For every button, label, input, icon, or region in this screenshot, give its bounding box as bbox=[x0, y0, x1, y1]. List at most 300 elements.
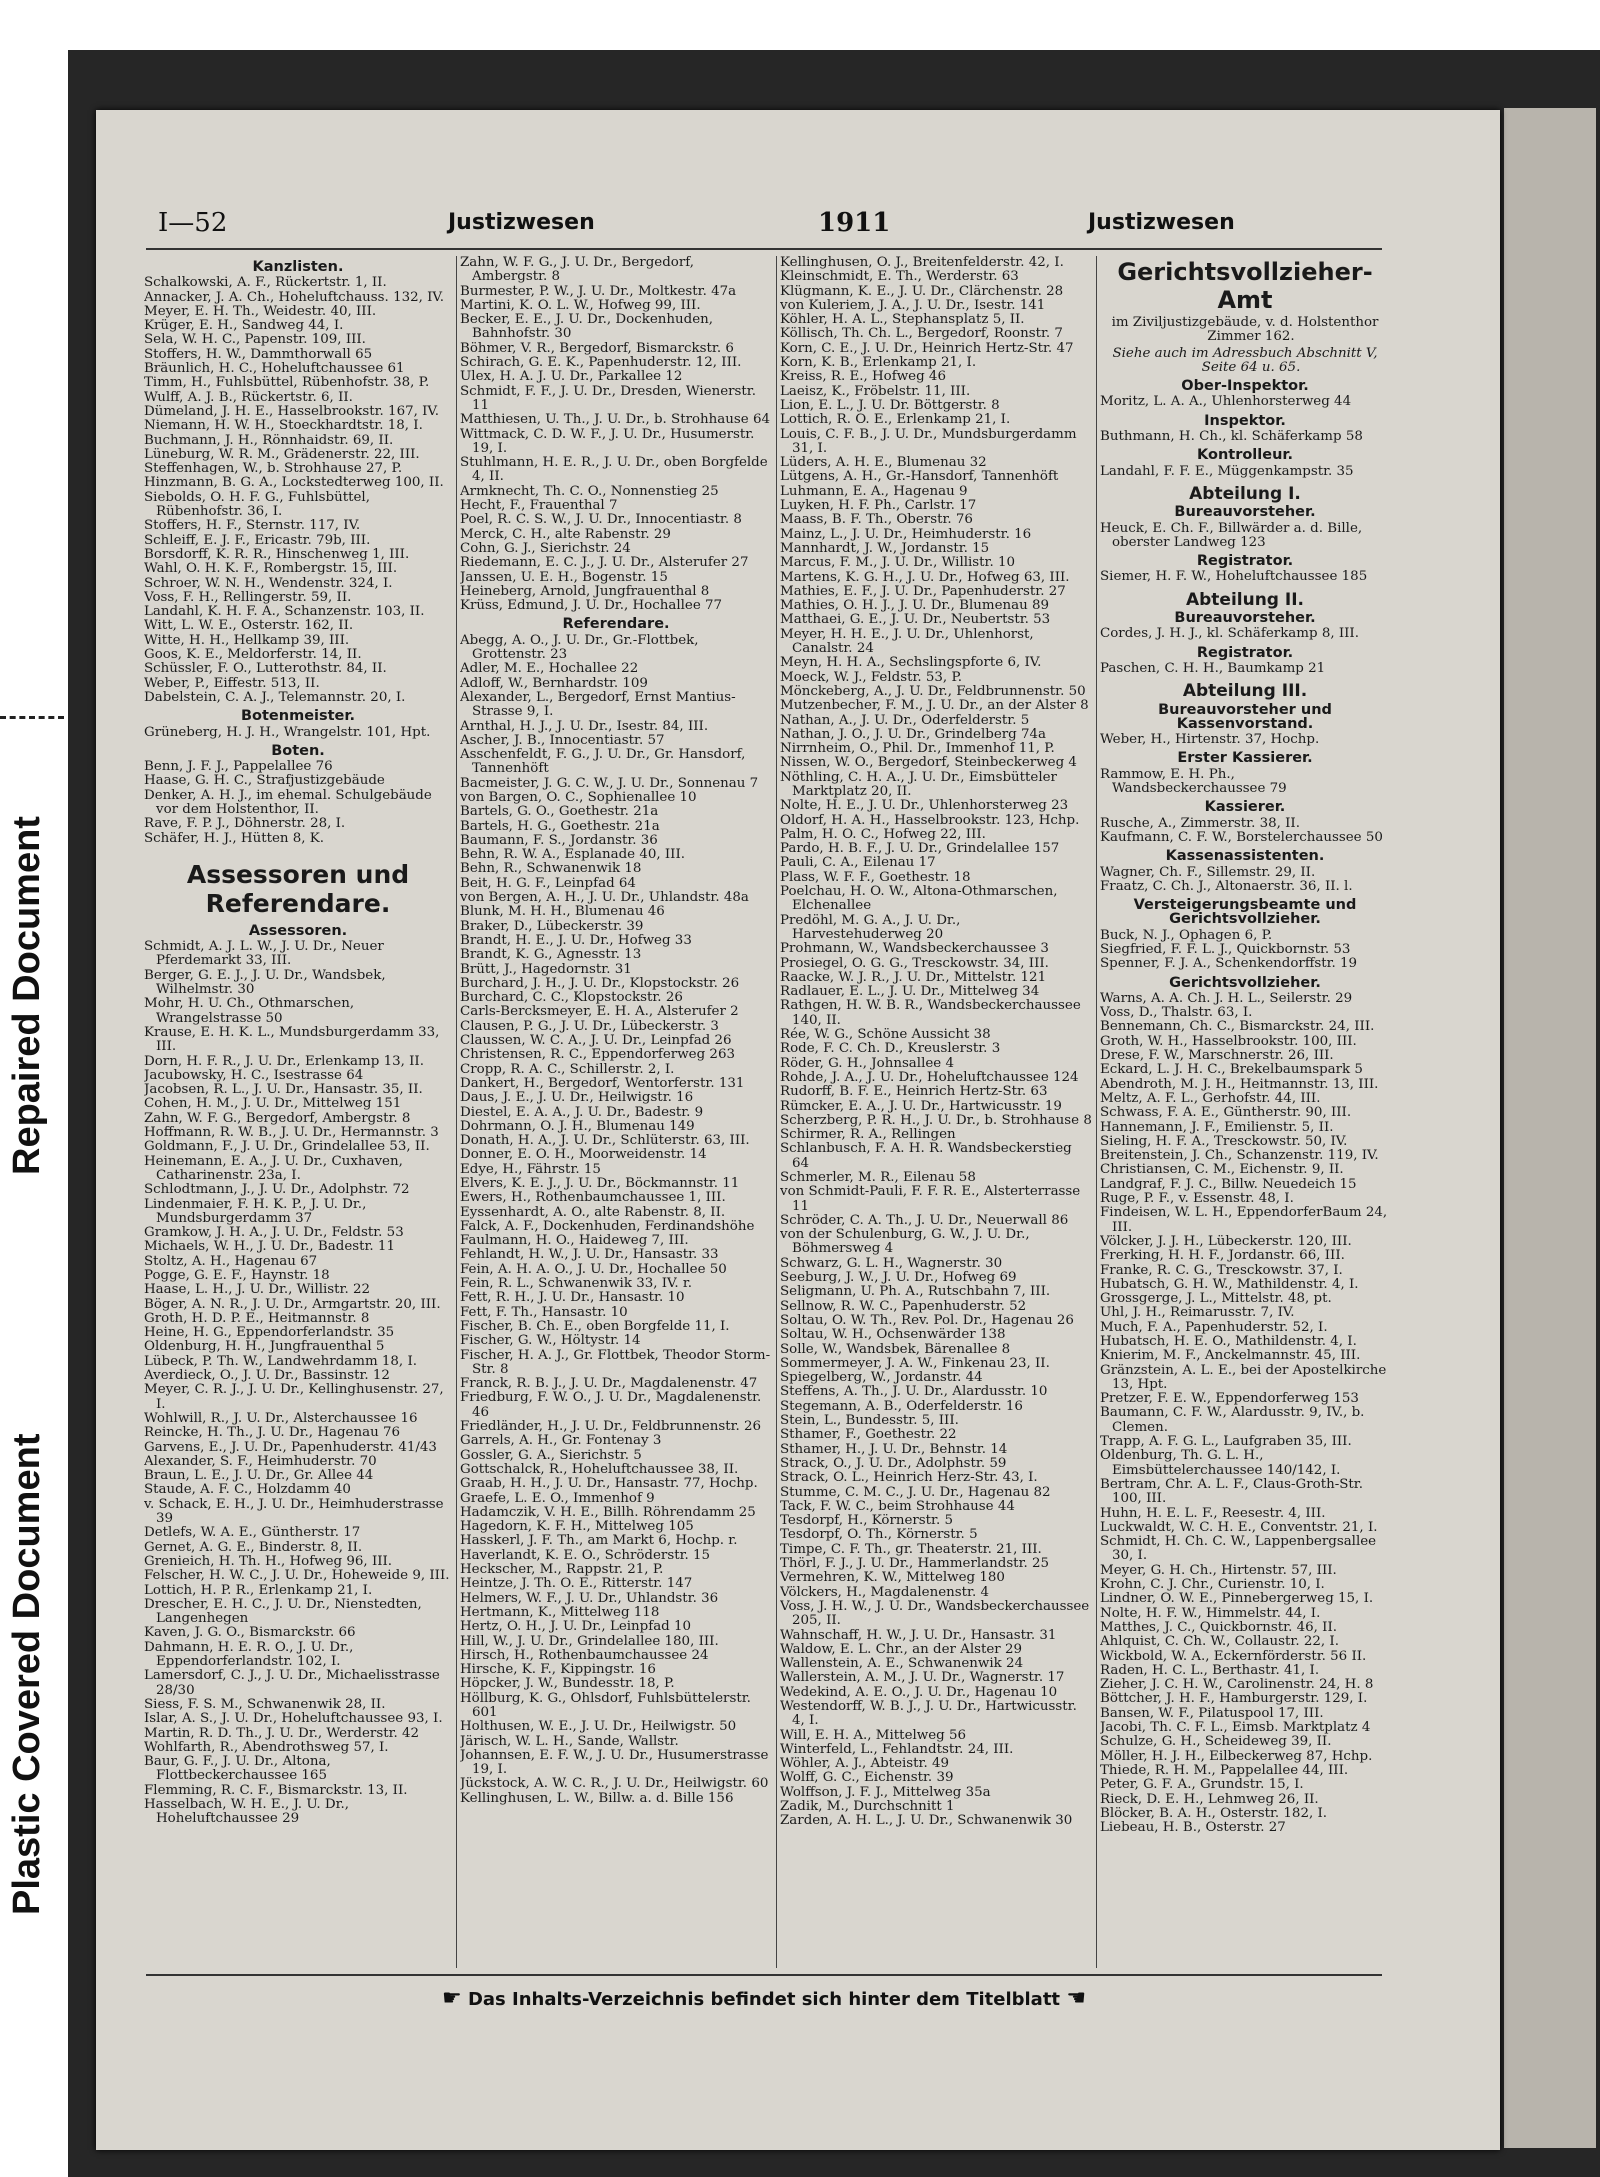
list-item: Cordes, J. H. J., kl. Schäferkamp 8, III. bbox=[1100, 626, 1359, 642]
list-item: Hubatsch, G. H. W., Mathildenstr. 4, I. bbox=[1100, 1276, 1359, 1292]
heading-kassierer: Kassierer. bbox=[1204, 799, 1286, 816]
list-item: Heineberg, Arnold, Jungfrauenthal 8 bbox=[460, 583, 710, 599]
list-item: Buthmann, H. Ch., kl. Schäferkamp 58 bbox=[1100, 429, 1363, 445]
list-item: von Kuleriem, J. A., J. U. Dr., Isestr. 141 bbox=[780, 297, 1046, 313]
heading-assessoren: Assessoren. bbox=[248, 922, 348, 939]
list-item: Krüger, E. H., Sandweg 44, I. bbox=[144, 318, 344, 334]
list-item: Kellinghusen, L. W., Billw. a. d. Bille 156 bbox=[460, 1790, 734, 1806]
list-item: Jückstock, A. W. C. R., J. U. Dr., Heilwigstr. 60 bbox=[460, 1776, 769, 1792]
list-item: Matthaei, G. E., J. U. Dr., Neubertstr. 53 bbox=[780, 612, 1051, 628]
list-item: Wagner, Ch. F., Sillemstr. 29, II. bbox=[1100, 864, 1316, 880]
list-item: Lütgens, A. H., Gr.-Hansdorf, Tannenhöft bbox=[780, 469, 1059, 485]
list-item: Holthusen, W. E., J. U. Dr., Heilwigstr. 50 bbox=[460, 1719, 737, 1735]
list-item: Oldorf, H. A. H., Hasselbrookstr. 123, Hchp. bbox=[780, 812, 1080, 828]
list-item: Knierim, M. F., Anckelmannstr. 45, III. bbox=[1100, 1348, 1361, 1364]
list-item: Stoffers, H. W., Dammthorwall 65 bbox=[144, 346, 373, 362]
list-boten bbox=[144, 760, 452, 846]
list-item: Schleiff, E. J. F., Ericastr. 79b, III. bbox=[144, 532, 371, 548]
list-item: Will, E. H. A., Mittelweg 56 bbox=[780, 1727, 967, 1743]
list-item: Dohrmann, O. J. H., Blumenau 149 bbox=[460, 1118, 695, 1134]
column-separator bbox=[1096, 256, 1097, 1968]
list-item: Meyer, E. H. Th., Weidestr. 40, III. bbox=[144, 303, 377, 319]
list-item: Krüss, Edmund, J. U. Dr., Hochallee 77 bbox=[460, 598, 723, 614]
margin-labels bbox=[0, 0, 60, 2177]
list-item: Mutzenbecher, F. M., J. U. Dr., an der Alster 8 bbox=[780, 698, 1089, 714]
list-item: Schlanbusch, F. A. H. R. Wandsbeckerstieg 64 bbox=[780, 1141, 1072, 1171]
list-item: Burmester, P. W., J. U. Dr., Moltkestr. 47a bbox=[460, 283, 737, 299]
list-item: Hoffmann, R. W. B., J. U. Dr., Hermannstr. 3 bbox=[144, 1125, 439, 1141]
list-item: Baumann, C. F. W., Alardusstr. 9, IV., b. Clemen. bbox=[1100, 1405, 1365, 1435]
list-item: Siess, F. S. M., Schwanenwik 28, II. bbox=[144, 1696, 386, 1712]
list-item: Hubatsch, H. E. O., Mathildenstr. 4, I. bbox=[1100, 1334, 1357, 1349]
list-item: Völckers, H., Magdalenenstr. 4 bbox=[780, 1584, 989, 1600]
list-item: Grossgerge, J. L., Mittelstr. 48, pt. bbox=[1100, 1291, 1332, 1307]
list-item: Völcker, J. J. H., Lübeckerstr. 120, III. bbox=[1100, 1233, 1352, 1249]
list-item: Brandt, K. G., Agnesstr. 13 bbox=[460, 947, 642, 963]
list-item: Eckard, L. J. H. C., Brekelbaumspark 5 bbox=[1100, 1062, 1363, 1078]
list-item: Wöhler, A. J., Abteistr. 49 bbox=[780, 1756, 950, 1772]
heading-gerichtsvollzieher-amt: Gerichtsvollzieher-Amt bbox=[1117, 258, 1373, 314]
list-item: Maass, B. F. Th., Oberstr. 76 bbox=[780, 512, 973, 528]
list-item: Weber, P., Eiffestr. 513, II. bbox=[144, 675, 320, 691]
list-item: Martin, R. D. Th., J. U. Dr., Werderstr. 42 bbox=[144, 1725, 420, 1741]
list-item: Meyer, G. H. Ch., Hirtenstr. 57, III. bbox=[1100, 1562, 1337, 1578]
list-item: Pardo, H. B. F., J. U. Dr., Grindelallee 157 bbox=[780, 841, 1060, 857]
list-item: Alexander, S. F., Heimhuderstr. 70 bbox=[144, 1453, 377, 1469]
list-item: Averdieck, O., J. U. Dr., Bassinstr. 12 bbox=[144, 1368, 390, 1384]
list-item: Steffenhagen, W., b. Strohhause 27, P. bbox=[144, 461, 403, 477]
list-item: Detlefs, W. A. E., Güntherstr. 17 bbox=[144, 1525, 361, 1541]
list-item: Berger, G. E. J., J. U. Dr., Wandsbek, Wilhelmstr. 30 bbox=[144, 967, 386, 998]
list-item: Spiegelberg, W., Jordanstr. 44 bbox=[780, 1370, 983, 1386]
list-versteigerungsbeamte bbox=[1100, 929, 1390, 972]
list-item: Wohlfarth, R., Abendrothsweg 57, I. bbox=[144, 1739, 389, 1755]
list-item: Rusche, A., Zimmerstr. 38, II. bbox=[1100, 815, 1300, 831]
list-item: Soltau, O. W. Th., Rev. Pol. Dr., Hagenau 26 bbox=[780, 1312, 1074, 1328]
list-item: Fehlandt, H. W., J. U. Dr., Hansastr. 33 bbox=[460, 1247, 719, 1263]
list-item: Seligmann, U. Ph. A., Rutschbahn 7, III. bbox=[780, 1284, 1051, 1300]
list-item: Schlodtmann, J., J. U. Dr., Adolphstr. 72 bbox=[144, 1182, 410, 1198]
list-item: Landahl, F. F. E., Müggenkampstr. 35 bbox=[1100, 463, 1354, 479]
list-item: Adloff, W., Bernhardstr. 109 bbox=[460, 675, 648, 691]
column-separator bbox=[456, 256, 457, 1968]
list-item: Hannemann, J. F., Emilienstr. 5, II. bbox=[1100, 1119, 1334, 1135]
list-item: Lottich, R. O. E., Erlenkamp 21, I. bbox=[780, 412, 1011, 428]
list-item: Braun, L. E., J. U. Dr., Gr. Allee 44 bbox=[144, 1468, 374, 1484]
list-item: Franck, R. B. J., J. U. Dr., Magdalenenstr. 47 bbox=[460, 1376, 758, 1392]
list-item: Heinemann, E. A., J. U. Dr., Cuxhaven, Catharinenstr. 23a, I. bbox=[144, 1153, 403, 1183]
list-item: Siebolds, O. H. F. G., Fuhlsbüttel, Rübenhofstr. 36, I. bbox=[144, 489, 370, 520]
list-item: Christensen, R. C., Eppendorferweg 263 bbox=[460, 1047, 735, 1063]
list-item: Stegemann, A. B., Oderfelderstr. 16 bbox=[780, 1398, 1023, 1414]
list-item: Uhl, J. H., Reimarusstr. 7, IV. bbox=[1100, 1305, 1295, 1321]
heading-kassenassistenten: Kassenassistenten. bbox=[1165, 848, 1325, 865]
cross-reference-note: Siehe auch im Adressbuch Abschnitt V, Seite 64 u. 65. bbox=[1112, 345, 1378, 375]
list-item: Korn, K. B., Erlenkamp 21, I. bbox=[780, 355, 977, 371]
list-item: Behn, R. W. A., Esplanade 40, III. bbox=[460, 847, 686, 863]
list-item: Staude, A. F. C., Holzdamm 40 bbox=[144, 1482, 351, 1498]
list-item: Bertram, Chr. A. L. F., Claus-Groth-Str. 100, III. bbox=[1100, 1476, 1363, 1507]
list-item: Fett, R. H., J. U. Dr., Hansastr. 10 bbox=[460, 1290, 685, 1306]
list-item: Siemer, H. F. W., Hoheluftchaussee 185 bbox=[1100, 569, 1368, 585]
list-kassenassistenten bbox=[1100, 866, 1390, 895]
list-item: Voss, F. H., Rellingerstr. 59, II. bbox=[144, 589, 352, 605]
list-item: Predöhl, M. G. A., J. U. Dr., Harvestehuderweg 20 bbox=[780, 912, 961, 942]
list-item: Daus, J. E., J. U. Dr., Heilwigstr. 16 bbox=[460, 1090, 694, 1106]
list-item: Timpe, C. F. Th., gr. Theaterstr. 21, III. bbox=[780, 1541, 1042, 1557]
list-item: Rohde, J. A., J. U. Dr., Hoheluftchaussee 124 bbox=[780, 1069, 1079, 1085]
list-item: Poelchau, H. O. W., Altona-Othmarschen, Elchenallee bbox=[780, 884, 1058, 914]
list-item: Wolffson, J. F. J., Mittelweg 35a bbox=[780, 1784, 991, 1800]
list-item: Baur, G. F., J. U. Dr., Altona, Flottbeckerchaussee 165 bbox=[144, 1754, 331, 1784]
list-item: Oldenburg, H. H., Jungfrauenthal 5 bbox=[144, 1339, 385, 1355]
list-item: Baumann, F. S., Jordanstr. 36 bbox=[460, 832, 658, 848]
list-item: Liebeau, H. B., Osterstr. 27 bbox=[1100, 1820, 1286, 1836]
list-item: Lindenmaier, F. H. K. P., J. U. Dr., Mundsburgerdamm 37 bbox=[144, 1196, 367, 1226]
dashed-divider bbox=[0, 716, 64, 719]
list-item: Schmidt, A. J. L. W., J. U. Dr., Neuer Pferdemarkt 33, III. bbox=[144, 939, 384, 969]
list-inspektor bbox=[1100, 430, 1390, 444]
list-item: Merck, C. H., alte Rabenstr. 29 bbox=[460, 526, 671, 542]
list-referendare-cont bbox=[780, 256, 1092, 1829]
list-item: Schmidt, F. F., J. U. Dr., Dresden, Wienerstr. 11 bbox=[460, 383, 756, 413]
list-item: Sela, W. H. C., Papenstr. 109, III. bbox=[144, 332, 366, 348]
list-item: Frerking, H. H. F., Jordanstr. 66, III. bbox=[1100, 1248, 1345, 1264]
list-item: Krohn, C. J. Chr., Curienstr. 10, I. bbox=[1100, 1577, 1325, 1593]
list-item: Röder, G. H., Johnsallee 4 bbox=[780, 1055, 954, 1071]
list-bureauvorsteher-1 bbox=[1100, 522, 1390, 551]
list-item: Hecht, F., Frauenthal 7 bbox=[460, 498, 618, 514]
list-item: Elvers, K. E. J., J. U. Dr., Böckmannstr. 11 bbox=[460, 1176, 740, 1191]
list-item: Timm, H., Fuhlsbüttel, Rübenhofstr. 38, P. bbox=[144, 375, 430, 391]
list-item: Poel, R. C. S. W., J. U. Dr., Innocentiastr. 8 bbox=[460, 512, 742, 528]
heading-kanzlisten: Kanzlisten. bbox=[252, 259, 344, 275]
list-item: Jacobi, Th. C. F. L., Eimsb. Marktplatz 4 bbox=[1100, 1720, 1371, 1736]
list-item: Stein, L., Bundesstr. 5, III. bbox=[780, 1413, 959, 1429]
list-item: Gränzstein, A. L. E., bei der Apostelkirche 13, Hpt. bbox=[1100, 1362, 1387, 1392]
list-item: Meyer, C. R. J., J. U. Dr., Kellinghusenstr. 27, I. bbox=[144, 1382, 444, 1412]
list-item: Becker, E. E., J. U. Dr., Dockenhuden, Bahnhofstr. 30 bbox=[460, 312, 714, 342]
list-item: Louis, C. F. B., J. U. Dr., Mundsburgerdamm 31, I. bbox=[780, 426, 1077, 456]
list-item: Kellinghusen, O. J., Breitenfelderstr. 42, I. bbox=[780, 256, 1064, 270]
list-item: Drese, F. W., Marschnerstr. 26, III. bbox=[1100, 1048, 1334, 1064]
list-item: Haverlandt, K. E. O., Schröderstr. 15 bbox=[460, 1547, 711, 1563]
list-item: Moritz, L. A. A., Uhlenhorsterweg 44 bbox=[1100, 394, 1352, 410]
list-item: Seeburg, J. W., J. U. Dr., Hofweg 69 bbox=[780, 1270, 1017, 1286]
list-item: Pogge, G. E. F., Haynstr. 18 bbox=[144, 1268, 330, 1283]
list-item: Dankert, H., Bergedorf, Wentorferstr. 131 bbox=[460, 1075, 745, 1091]
list-item: Mönckeberg, A., J. U. Dr., Feldbrunnenstr. 50 bbox=[780, 683, 1086, 699]
list-item: Kaufmann, C. F. W., Borstelerchaussee 50 bbox=[1100, 829, 1383, 845]
list-item: Nathan, A., J. U. Dr., Oderfelderstr. 5 bbox=[780, 712, 1030, 728]
list-item: Heine, H. G., Eppendorferlandstr. 35 bbox=[144, 1325, 395, 1341]
list-item: Korn, C. E., J. U. Dr., Heinrich Hertz-Str. 47 bbox=[780, 340, 1074, 356]
list-bureauvorsteher-2 bbox=[1100, 627, 1390, 641]
list-kontrolleur bbox=[1100, 465, 1390, 479]
list-item: Gottschalck, R., Hoheluftchaussee 38, II. bbox=[460, 1461, 739, 1477]
list-item: Hasskerl, J. F. Th., am Markt 6, Hochp. r. bbox=[460, 1533, 738, 1549]
list-item: Höllburg, K. G., Ohlsdorf, Fuhlsbüttelerstr. 601 bbox=[460, 1690, 751, 1720]
repaired-document-label: Repaired Document bbox=[6, 816, 48, 1175]
heading-registrator-2: Registrator. bbox=[1196, 644, 1294, 661]
list-item: Donath, H. A., J. U. Dr., Schlüterstr. 63, III. bbox=[460, 1133, 750, 1149]
list-item: Sellnow, R. W. C., Papenhuderstr. 52 bbox=[780, 1298, 1027, 1314]
list-item: Vermehren, K. W., Mittelweg 180 bbox=[780, 1570, 1005, 1586]
list-item: Hirsch, H., Rothenbaumchaussee 24 bbox=[460, 1647, 709, 1663]
list-item: Breitenstein, J. Ch., Schanzenstr. 119, IV. bbox=[1100, 1148, 1379, 1164]
list-item: Arnthal, H. J., J. U. Dr., Isestr. 84, III. bbox=[460, 718, 709, 734]
column-3 bbox=[780, 256, 1092, 1968]
list-item: Burchard, C. C., Klopstockstr. 26 bbox=[460, 990, 683, 1006]
heading-bureauvorsteher-1: Bureauvorsteher. bbox=[1174, 504, 1316, 521]
list-item: Järisch, W. L. H., Sande, Wallstr. bbox=[460, 1733, 679, 1749]
list-item: Köllisch, Th. Ch. L., Bergedorf, Roonstr. 7 bbox=[780, 326, 1063, 342]
list-item: Prohmann, W., Wandsbeckerchaussee 3 bbox=[780, 941, 1049, 957]
list-item: Fraatz, C. Ch. J., Altonaerstr. 36, II. l. bbox=[1100, 878, 1353, 894]
list-item: Hill, W., J. U. Dr., Grindelallee 180, III. bbox=[460, 1633, 719, 1649]
list-item: Schmidt, H. Ch. C. W., Lappenbergsallee 30, I. bbox=[1100, 1534, 1377, 1564]
list-item: Raacke, W. J. R., J. U. Dr., Mittelstr. 121 bbox=[780, 969, 1047, 985]
list-item: Zahn, W. F. G., Bergedorf, Ambergstr. 8 bbox=[144, 1110, 411, 1126]
list-item: Wedekind, A. E. O., J. U. Dr., Hagenau 10 bbox=[780, 1684, 1058, 1700]
list-item: Beit, H. G. F., Leinpfad 64 bbox=[460, 875, 636, 891]
list-item: Matthiesen, U. Th., J. U. Dr., b. Strohhause 64 bbox=[460, 412, 771, 428]
list-item: Armknecht, Th. C. O., Nonnenstieg 25 bbox=[460, 483, 719, 499]
list-item: Rieck, D. E. H., Lehmweg 26, II. bbox=[1100, 1791, 1319, 1807]
list-item: Braker, D., Lübeckerstr. 39 bbox=[460, 918, 644, 934]
list-item: Mathies, E. F., J. U. Dr., Papenhuderstr. 27 bbox=[780, 583, 1066, 599]
list-assessoren bbox=[144, 940, 452, 1826]
list-item: Laeisz, K., Fröbelstr. 11, III. bbox=[780, 383, 971, 399]
list-item: Steffens, A. Th., J. U. Dr., Alardusstr. 10 bbox=[780, 1384, 1048, 1400]
list-item: Hirsche, K. F., Kippingstr. 16 bbox=[460, 1662, 656, 1678]
list-item: Findeisen, W. L. H., EppendorferBaum 24, III. bbox=[1100, 1205, 1388, 1235]
list-item: Lüneburg, W. R. M., Grädenerstr. 22, III. bbox=[144, 446, 420, 462]
list-item: Kleinschmidt, E. Th., Werderstr. 63 bbox=[780, 269, 1019, 285]
list-item: Huhn, H. E. L. F., Reesestr. 4, III. bbox=[1100, 1505, 1326, 1521]
list-item: Sieling, H. F. A., Tresckowstr. 50, IV. bbox=[1100, 1133, 1348, 1149]
list-item: Helmers, W. F., J. U. Dr., Uhlandstr. 36 bbox=[460, 1590, 719, 1606]
list-item: Edye, H., Fährstr. 15 bbox=[460, 1161, 601, 1177]
list-item: Hertz, O. H., J. U. Dr., Leinpfad 10 bbox=[460, 1619, 692, 1635]
heading-bureauvorsteher-3: Bureauvorsteher und Kassenvorstand. bbox=[1158, 701, 1332, 732]
list-item: Fischer, G. W., Höltystr. 14 bbox=[460, 1333, 641, 1349]
list-item: Landgraf, F. J. C., Billw. Neuedeich 15 bbox=[1100, 1176, 1357, 1192]
list-item: Wahl, O. H. K. F., Rombergstr. 15, III. bbox=[144, 561, 398, 577]
list-item: Nolte, H. E., J. U. Dr., Uhlenhorsterweg 23 bbox=[780, 798, 1069, 814]
list-item: Palm, H. O. C., Hofweg 22, III. bbox=[780, 826, 986, 842]
list-item: Alexander, L., Bergedorf, Ernst Mantius-Strasse 9, I. bbox=[460, 689, 736, 720]
list-item: Heintze, J. Th. O. E., Ritterstr. 147 bbox=[460, 1576, 693, 1592]
list-item: Nissen, W. O., Bergedorf, Steinbeckerweg 4 bbox=[780, 755, 1077, 771]
list-ober-inspektor bbox=[1100, 395, 1390, 409]
list-item: Schroer, W. N. H., Wendenstr. 324, I. bbox=[144, 575, 393, 591]
pointing-hand-right-icon: ☚ bbox=[1066, 1986, 1087, 2011]
list-kanzlisten bbox=[144, 276, 452, 705]
list-assessoren-cont bbox=[460, 256, 772, 613]
list-item: Radlauer, E. L., J. U. Dr., Mittelweg 34 bbox=[780, 984, 1040, 1000]
list-item: Tack, F. W. C., beim Strohhause 44 bbox=[780, 1498, 1015, 1514]
list-item: Christiansen, C. M., Eichenstr. 9, II. bbox=[1100, 1162, 1344, 1178]
list-item: von der Schulenburg, G. W., J. U. Dr., Böhmersweg 4 bbox=[780, 1227, 1030, 1257]
list-item: Wolff, G. C., Eichenstr. 39 bbox=[780, 1770, 954, 1786]
list-item: Spenner, F. J. A., Schenkendorffstr. 19 bbox=[1100, 956, 1358, 972]
list-item: Islar, A. S., J. U. Dr., Hoheluftchaussee 93, I. bbox=[144, 1711, 443, 1727]
list-item: Cropp, R. A. C., Schillerstr. 2, I. bbox=[460, 1061, 675, 1077]
section-title-left: Justizwesen bbox=[448, 210, 595, 235]
list-item: Krause, E. H. K. L., Mundsburgerdamm 33, III. bbox=[144, 1024, 440, 1055]
list-item: Johannsen, E. F. W., J. U. Dr., Husumerstrasse 19, I. bbox=[460, 1747, 769, 1778]
list-item: Drescher, E. H. C., J. U. Dr., Nienstedten, Langenhegen bbox=[144, 1596, 422, 1627]
list-item: Kaven, J. G. O., Bismarckstr. 66 bbox=[144, 1625, 356, 1641]
list-item: Scherzberg, P. R. H., J. U. Dr., b. Strohhause 8 bbox=[780, 1112, 1092, 1128]
list-gerichtsvollzieher bbox=[1100, 992, 1390, 1836]
list-item: Lottich, H. P. R., Erlenkamp 21, I. bbox=[144, 1582, 373, 1598]
list-referendare bbox=[460, 634, 772, 1806]
year: 1911 bbox=[818, 208, 891, 238]
list-registrator-1 bbox=[1100, 570, 1390, 584]
list-item: Rave, F. P. J., Döhnerstr. 28, I. bbox=[144, 816, 346, 832]
list-item: Grenieich, H. Th. H., Hofweg 96, III. bbox=[144, 1553, 393, 1569]
list-item: Zadik, M., Durchschnitt 1 bbox=[780, 1799, 955, 1815]
list-item: Winterfeld, L., Fehlandtstr. 24, III. bbox=[780, 1741, 1014, 1757]
list-item: Rümcker, E. A., J. U. Dr., Hartwicusstr. 19 bbox=[780, 1098, 1062, 1114]
list-item: Köhler, H. A. L., Stephansplatz 5, II. bbox=[780, 312, 1025, 328]
heading-abteilung-1: Abteilung I. bbox=[1189, 483, 1301, 504]
list-item: Plass, W. F. F., Goethestr. 18 bbox=[780, 869, 971, 885]
list-item: Prosiegel, O. G. G., Tresckowstr. 34, III. bbox=[780, 955, 1049, 971]
list-item: Kreiss, R. E., Hofweg 46 bbox=[780, 369, 946, 385]
list-item: Buchmann, J. H., Rönnhaidstr. 69, II. bbox=[144, 432, 394, 448]
list-item: Rudorff, B. F. E., Heinrich Hertz-Str. 63 bbox=[780, 1084, 1048, 1100]
list-item: Lindner, O. W. E., Pinnebergerweg 15, I. bbox=[1100, 1591, 1374, 1607]
list-item: Warns, A. A. Ch. J. H. L., Seilerstr. 29 bbox=[1100, 990, 1353, 1006]
list-item: Adler, M. E., Hochallee 22 bbox=[460, 661, 639, 677]
list-registrator-2 bbox=[1100, 662, 1390, 676]
list-item: Rée, W. G., Schöne Aussicht 38 bbox=[780, 1027, 991, 1043]
list-item: Luhmann, E. A., Hagenau 9 bbox=[780, 483, 968, 499]
list-item: Sommermeyer, J. A. W., Finkenau 23, II. bbox=[780, 1355, 1050, 1371]
list-item: Pretzer, F. E. W., Eppendorferweg 153 bbox=[1100, 1391, 1359, 1407]
list-item: Wittmack, C. D. W. F., J. U. Dr., Husumerstr. 19, I. bbox=[460, 426, 755, 456]
list-item: Siegfried, F. F. L. J., Quickbornstr. 53 bbox=[1100, 941, 1351, 957]
list-item: Meltz, A. F. L., Gerhofstr. 44, III. bbox=[1100, 1090, 1321, 1106]
list-item: Luyken, H. F. Ph., Carlstr. 17 bbox=[780, 498, 977, 514]
list-item: Gossler, G. A., Sierichstr. 5 bbox=[460, 1447, 642, 1463]
list-item: Wohlwill, R., J. U. Dr., Alsterchaussee 16 bbox=[144, 1410, 418, 1426]
list-item: Hagedorn, K. F. H., Mittelweg 105 bbox=[460, 1519, 694, 1535]
list-item: Schmerler, M. R., Eilenau 58 bbox=[780, 1170, 976, 1185]
list-item: Bartels, G. O., Goethestr. 21a bbox=[460, 804, 659, 820]
list-item: Bartels, H. G., Goethestr. 21a bbox=[460, 818, 660, 834]
heading-referendare: Referendare. bbox=[562, 616, 670, 633]
list-item: Goldmann, F., J. U. Dr., Grindelallee 53, II. bbox=[144, 1139, 430, 1155]
list-item: Thörl, F. J., J. U. Dr., Hammerlandstr. 25 bbox=[780, 1556, 1050, 1572]
list-item: Clausen, P. G., J. U. Dr., Lübeckerstr. 3 bbox=[460, 1018, 719, 1034]
list-item: Annacker, J. A. Ch., Hoheluftchauss. 132, IV. bbox=[144, 289, 445, 305]
heading-registrator-1: Registrator. bbox=[1196, 553, 1294, 570]
list-item: Schwarz, G. L. H., Wagnerstr. 30 bbox=[780, 1255, 1003, 1271]
list-item: Abegg, A. O., J. U. Dr., Gr.-Flottbek, Grottenstr. 23 bbox=[460, 632, 699, 663]
column-2 bbox=[460, 256, 772, 1968]
list-item: Strack, O., J. U. Dr., Adolphstr. 59 bbox=[780, 1455, 1007, 1471]
list-item: Ruge, P. F., v. Essenstr. 48, I. bbox=[1100, 1191, 1294, 1207]
column-4 bbox=[1100, 256, 1390, 1968]
list-item: Mainz, L., J. U. Dr., Heimhuderstr. 16 bbox=[780, 526, 1032, 542]
list-item: Bennemann, Ch. C., Bismarckstr. 24, III. bbox=[1100, 1019, 1375, 1035]
list-item: Lamersdorf, C. J., J. U. Dr., Michaelisstrasse 28/30 bbox=[144, 1668, 440, 1698]
list-item: Goos, K. E., Meldorferstr. 14, II. bbox=[144, 647, 362, 663]
list-item: Soltau, W. H., Ochsenwärder 138 bbox=[780, 1327, 1006, 1343]
list-item: Weber, H., Hirtenstr. 37, Hochp. bbox=[1100, 732, 1320, 748]
heading-bureauvorsteher-2: Bureauvorsteher. bbox=[1174, 610, 1316, 627]
list-item: Oldenburg, Th. G. L. H., Eimsbüttelerchaussee 140/142, I. bbox=[1100, 1448, 1341, 1478]
list-item: Schalkowski, A. F., Rückertstr. 1, II. bbox=[144, 275, 387, 291]
list-item: Tesdorpf, H., Körnerstr. 5 bbox=[780, 1513, 954, 1529]
list-item: Rathgen, H. W. B. R., Wandsbeckerchaussee 140, II. bbox=[780, 998, 1081, 1028]
list-item: Riedemann, E. C. J., J. U. Dr., Alsterufer 27 bbox=[460, 555, 749, 571]
list-item: Klügmann, K. E., J. U. Dr., Clärchenstr. 28 bbox=[780, 283, 1064, 299]
list-item: Groth, W. H., Hasselbrookstr. 100, III. bbox=[1100, 1033, 1357, 1049]
page-footer bbox=[146, 1986, 1382, 2011]
plastic-covered-label: Plastic Covered Document bbox=[6, 1433, 48, 1915]
list-item: Burchard, J. H., J. U. Dr., Klopstockstr. 26 bbox=[460, 975, 740, 991]
list-item: Denker, A. H. J., im ehemal. Schulgebäude vor dem Holstenthor, II. bbox=[144, 787, 432, 817]
list-item: Peter, G. F. A., Grundstr. 15, I. bbox=[1100, 1777, 1304, 1793]
list-item: Mohr, H. U. Ch., Othmarschen, Wrangelstrasse 50 bbox=[144, 996, 355, 1026]
list-item: Haase, L. H., J. U. Dr., Willistr. 22 bbox=[144, 1282, 371, 1298]
list-item: Rammow, E. H. Ph., Wandsbeckerchaussee 79 bbox=[1100, 766, 1287, 797]
column-1 bbox=[144, 256, 452, 1968]
list-item: v. Schack, E. H., J. U. Dr., Heimhuderstrasse 39 bbox=[144, 1496, 444, 1527]
list-item: Witte, H. H., Hellkamp 39, III. bbox=[144, 632, 350, 648]
list-item: Fischer, H. A. J., Gr. Flottbek, Theodor Storm-Str. 8 bbox=[460, 1347, 771, 1377]
list-item: Waldow, E. L. Chr., an der Alster 29 bbox=[780, 1641, 1022, 1657]
list-item: Wallenstein, A. E., Schwanenwik 24 bbox=[780, 1656, 1024, 1672]
list-item: Much, F. A., Papenhuderstr. 52, I. bbox=[1100, 1319, 1328, 1335]
list-item: Meyer, H. H. E., J. U. Dr., Uhlenhorst, Canalstr. 24 bbox=[780, 626, 1034, 657]
list-item: Schirach, G. E. K., Papenhuderstr. 12, III. bbox=[460, 355, 742, 371]
list-item: Ahlquist, C. Ch. W., Collaustr. 22, I. bbox=[1100, 1634, 1339, 1650]
list-item: Voss, J. H. W., J. U. Dr., Wandsbeckerchaussee 205, II. bbox=[780, 1598, 1090, 1629]
list-item: Jacobsen, R. L., J. U. Dr., Hansastr. 35, II. bbox=[144, 1082, 423, 1098]
list-item: Pauli, C. A., Eilenau 17 bbox=[780, 855, 936, 871]
list-item: Moeck, W. J., Feldstr. 53, P. bbox=[780, 669, 962, 685]
list-item: Meyn, H. H. A., Sechslingspforte 6, IV. bbox=[780, 655, 1042, 671]
list-item: Graab, H. H., J. U. Dr., Hansastr. 77, Hochp. bbox=[460, 1476, 758, 1492]
list-item: Hasselbach, W. H. E., J. U. Dr., Hoheluftchaussee 29 bbox=[144, 1796, 350, 1827]
list-item: Lion, E. L., J. U. Dr. Böttgerstr. 8 bbox=[780, 397, 1000, 413]
list-item: Martini, K. O. L. W., Hofweg 99, III. bbox=[460, 297, 701, 313]
list-item: Asschenfeldt, F. G., J. U. Dr., Gr. Hansdorf, Tannenhöft bbox=[460, 747, 746, 777]
list-item: Eyssenhardt, A. O., alte Rabenstr. 8, II. bbox=[460, 1204, 726, 1220]
office-location: im Ziviljustizgebäude, v. d. Holstenthor Zimmer 162. bbox=[1111, 315, 1379, 345]
list-item: Stoltz, A. H., Hagenau 67 bbox=[144, 1253, 318, 1269]
list-item: Böttcher, J. H. F., Hamburgerstr. 129, I. bbox=[1100, 1691, 1368, 1707]
list-item: Martens, K. G. H., J. U. Dr., Hofweg 63, III. bbox=[780, 569, 1070, 585]
list-item: Dorn, H. F. R., J. U. Dr., Erlenkamp 13, II. bbox=[144, 1053, 424, 1069]
list-item: Sthamer, F., Goethestr. 22 bbox=[780, 1427, 957, 1443]
list-item: Franke, R. C. G., Tresckowstr. 37, I. bbox=[1100, 1262, 1343, 1278]
list-item: Michaels, W. H., J. U. Dr., Badestr. 11 bbox=[144, 1239, 395, 1255]
list-item: Böger, A. N. R., J. U. Dr., Armgartstr. 20, III. bbox=[144, 1296, 441, 1312]
list-item: Tesdorpf, O. Th., Körnerstr. 5 bbox=[780, 1527, 978, 1543]
list-item: Witt, L. W. E., Osterstr. 162, II. bbox=[144, 618, 354, 634]
list-bureauvorsteher-3 bbox=[1100, 733, 1390, 747]
list-item: Niemann, H. W. H., Stoeckhardtstr. 18, I. bbox=[144, 418, 423, 434]
header-rule bbox=[146, 248, 1382, 250]
page-number: I—52 bbox=[158, 208, 228, 238]
